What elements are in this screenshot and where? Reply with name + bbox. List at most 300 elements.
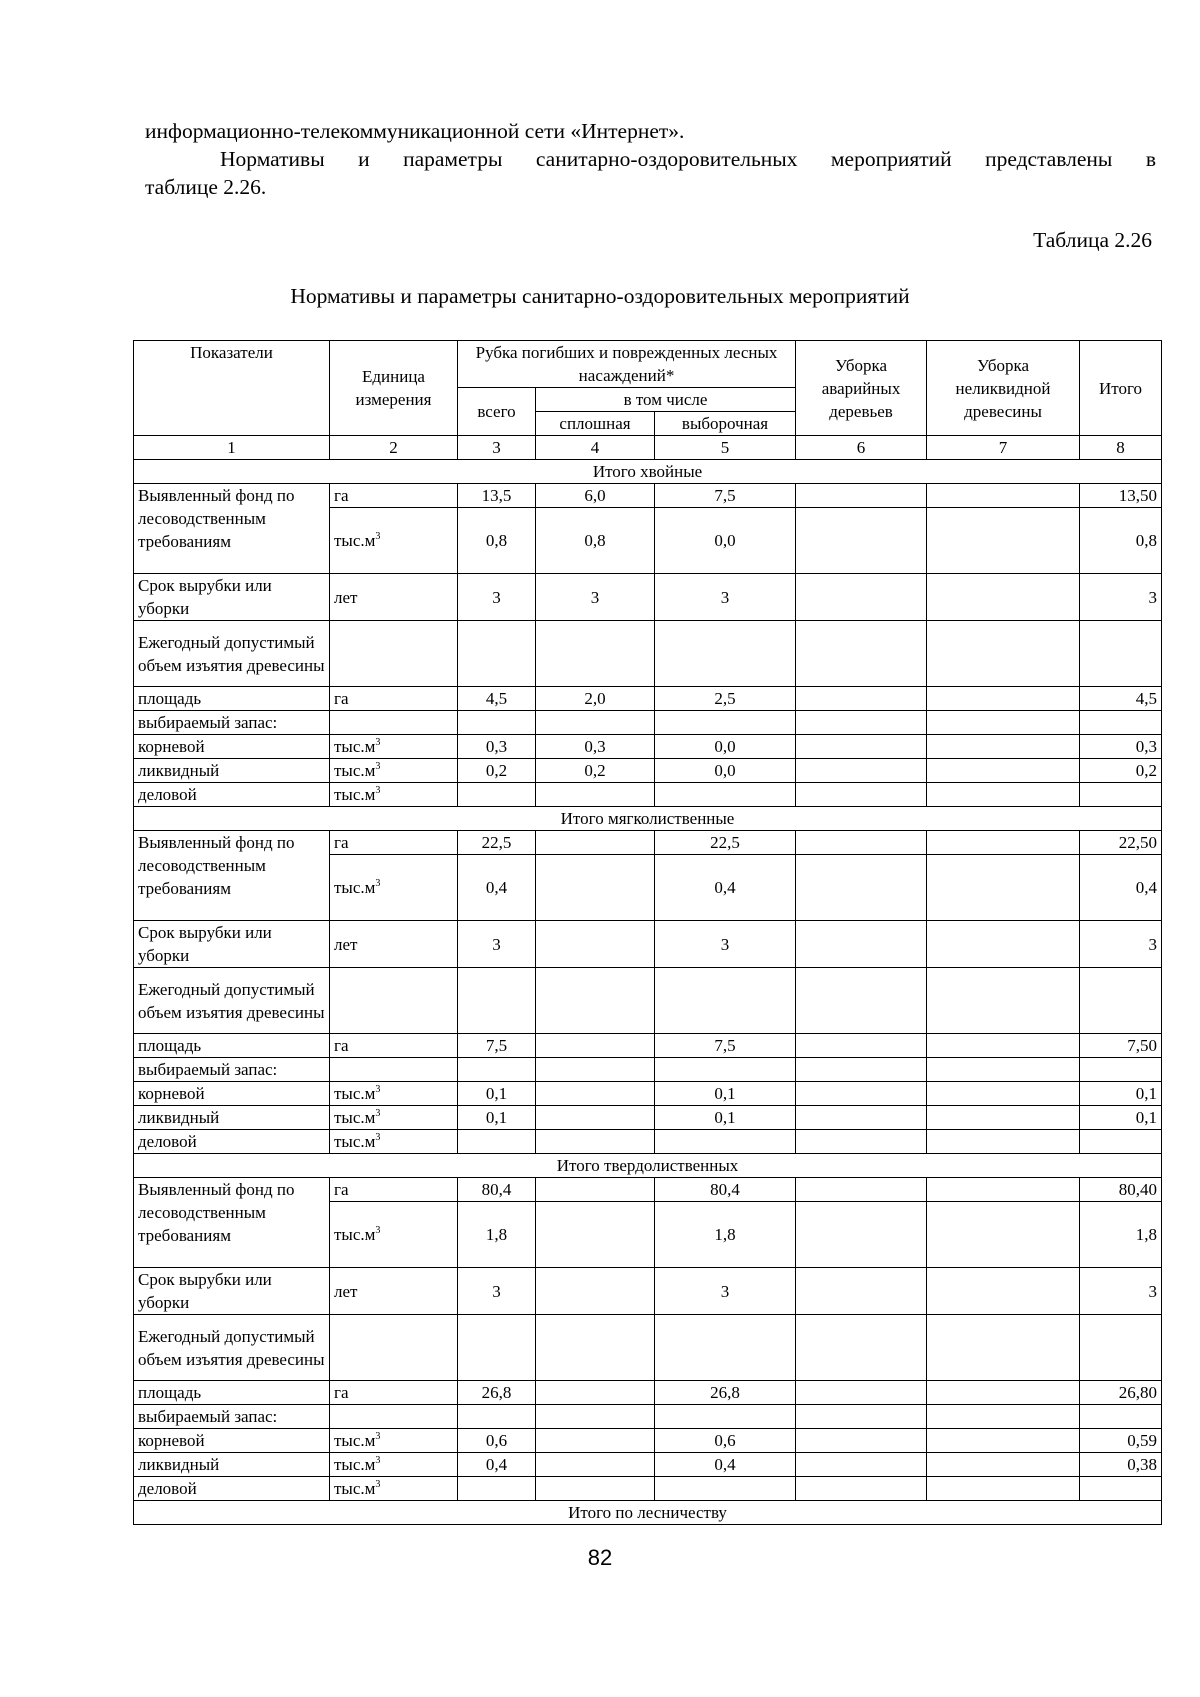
table-row [134, 687, 1162, 711]
value-clear-cut: 0,8 [536, 508, 655, 574]
row-label: ликвидный [134, 1453, 330, 1477]
header-including: в том числе [536, 388, 796, 412]
value-emergency [796, 735, 927, 759]
table-row [134, 831, 1162, 855]
unit-cell [330, 1178, 458, 1202]
value-illiquid [927, 1130, 1080, 1154]
value-illiquid [927, 1034, 1080, 1058]
value-selective-cut: 0,0 [655, 508, 796, 574]
table-number: Таблица 2.26 [1033, 228, 1152, 252]
table-row [134, 1130, 1162, 1154]
value-illiquid [927, 759, 1080, 783]
value-grand-total: 0,2 [1080, 759, 1162, 783]
value-clear-cut [536, 1268, 655, 1315]
value-grand-total: 4,5 [1080, 687, 1162, 711]
unit-cell [330, 1268, 458, 1315]
unit-text: тыс.м [334, 1455, 376, 1474]
unit-cell [330, 735, 458, 759]
value-emergency [796, 759, 927, 783]
unit-text: тыс.м [334, 1108, 376, 1127]
value-clear-cut [536, 1106, 655, 1130]
value-clear-cut [536, 1429, 655, 1453]
value-illiquid [927, 1058, 1080, 1082]
value-grand-total: 0,59 [1080, 1429, 1162, 1453]
header-selective-cut: выборочная [655, 412, 796, 436]
table-row [134, 1405, 1162, 1429]
value-clear-cut [536, 1178, 655, 1202]
value-total: 4,5 [458, 687, 536, 711]
value-total: 0,4 [458, 1453, 536, 1477]
value-total: 1,8 [458, 1202, 536, 1268]
value-selective-cut: 3 [655, 574, 796, 621]
value-illiquid [927, 783, 1080, 807]
row-label: Срок вырубки или уборки [134, 574, 330, 621]
paragraph-line: информационно-телекоммуникационной сети «Интернет». [145, 119, 685, 143]
value-emergency [796, 1202, 927, 1268]
value-illiquid [927, 735, 1080, 759]
table-row [134, 1381, 1162, 1405]
unit-cell [330, 921, 458, 968]
value-selective-cut [655, 1405, 796, 1429]
value-emergency [796, 1405, 927, 1429]
unit-cell [330, 831, 458, 855]
value-emergency [796, 783, 927, 807]
unit-text: тыс.м [334, 1479, 376, 1498]
header-indicators: Показатели [134, 341, 330, 436]
row-label: Выявленный фонд по лесоводственным требованиям [134, 831, 330, 921]
value-selective-cut [655, 968, 796, 1034]
unit-cell [330, 1034, 458, 1058]
value-illiquid [927, 711, 1080, 735]
unit-cell [330, 1405, 458, 1429]
row-label: выбираемый запас: [134, 711, 330, 735]
value-total: 0,1 [458, 1082, 536, 1106]
value-selective-cut [655, 783, 796, 807]
unit-cell [330, 1477, 458, 1501]
value-grand-total: 0,8 [1080, 508, 1162, 574]
row-label: площадь [134, 687, 330, 711]
header-total-all: всего [458, 388, 536, 436]
value-grand-total: 0,3 [1080, 735, 1162, 759]
value-grand-total: 13,50 [1080, 484, 1162, 508]
row-label: ликвидный [134, 759, 330, 783]
value-illiquid [927, 831, 1080, 855]
value-clear-cut: 6,0 [536, 484, 655, 508]
value-emergency [796, 1130, 927, 1154]
column-numbers-row [134, 436, 1162, 460]
unit-cell [330, 1453, 458, 1477]
header-total: Итого [1080, 341, 1162, 436]
value-selective-cut [655, 621, 796, 687]
value-grand-total: 3 [1080, 1268, 1162, 1315]
column-number: 5 [655, 436, 796, 460]
value-grand-total: 0,38 [1080, 1453, 1162, 1477]
unit-cell [330, 1058, 458, 1082]
value-emergency [796, 574, 927, 621]
value-illiquid [927, 1268, 1080, 1315]
header-felling: Рубка погибших и поврежденных лесных насаждений* [458, 341, 796, 388]
value-selective-cut: 0,4 [655, 855, 796, 921]
value-grand-total: 3 [1080, 574, 1162, 621]
value-clear-cut [536, 1405, 655, 1429]
value-selective-cut: 0,0 [655, 735, 796, 759]
column-number: 1 [134, 436, 330, 460]
value-illiquid [927, 687, 1080, 711]
value-clear-cut [536, 921, 655, 968]
unit-cell [330, 574, 458, 621]
column-number: 6 [796, 436, 927, 460]
row-label: Ежегодный допустимый объем изъятия древесины [134, 621, 330, 687]
unit-cell [330, 508, 458, 574]
unit-text: лет [334, 1281, 358, 1301]
value-total [458, 621, 536, 687]
value-selective-cut: 3 [655, 1268, 796, 1315]
value-emergency [796, 921, 927, 968]
unit-text: га [334, 833, 349, 852]
value-grand-total [1080, 1405, 1162, 1429]
table-row [134, 1477, 1162, 1501]
value-illiquid [927, 1202, 1080, 1268]
unit-text: га [334, 1036, 349, 1055]
value-emergency [796, 1268, 927, 1315]
value-grand-total: 80,40 [1080, 1178, 1162, 1202]
value-clear-cut [536, 711, 655, 735]
value-selective-cut [655, 711, 796, 735]
value-selective-cut [655, 1130, 796, 1154]
value-illiquid [927, 855, 1080, 921]
unit-superscript: 3 [375, 1225, 381, 1236]
value-total: 0,1 [458, 1106, 536, 1130]
unit-cell [330, 783, 458, 807]
norms-table [133, 340, 1162, 1525]
unit-cell [330, 1381, 458, 1405]
row-label: выбираемый запас: [134, 1058, 330, 1082]
value-illiquid [927, 574, 1080, 621]
value-clear-cut [536, 1034, 655, 1058]
page-number: 82 [587, 1545, 613, 1570]
row-label: деловой [134, 1477, 330, 1501]
value-total: 13,5 [458, 484, 536, 508]
value-total: 0,8 [458, 508, 536, 574]
value-clear-cut [536, 1381, 655, 1405]
table-row [134, 1178, 1162, 1202]
value-emergency [796, 687, 927, 711]
value-illiquid [927, 484, 1080, 508]
table-row [134, 1034, 1162, 1058]
value-grand-total [1080, 1058, 1162, 1082]
value-selective-cut [655, 1058, 796, 1082]
section-title: Итого хвойные [134, 460, 1162, 484]
value-selective-cut: 0,1 [655, 1082, 796, 1106]
value-emergency [796, 1381, 927, 1405]
table-row [134, 574, 1162, 621]
value-selective-cut [655, 1477, 796, 1501]
table-row [134, 1082, 1162, 1106]
unit-cell [330, 621, 458, 687]
value-total: 26,8 [458, 1381, 536, 1405]
value-grand-total: 7,50 [1080, 1034, 1162, 1058]
unit-superscript: 3 [375, 1132, 381, 1143]
row-label: Срок вырубки или уборки [134, 1268, 330, 1315]
value-emergency [796, 1429, 927, 1453]
value-total [458, 1405, 536, 1429]
unit-cell [330, 1082, 458, 1106]
header-illiquid-wood: Уборка неликвидной древесины [927, 341, 1080, 436]
unit-text: лет [334, 587, 358, 607]
unit-superscript: 3 [375, 1455, 381, 1466]
value-clear-cut: 3 [536, 574, 655, 621]
value-clear-cut [536, 1082, 655, 1106]
row-label: деловой [134, 783, 330, 807]
unit-cell [330, 1130, 458, 1154]
value-selective-cut: 0,4 [655, 1453, 796, 1477]
unit-text: тыс.м [334, 737, 376, 756]
value-selective-cut: 80,4 [655, 1178, 796, 1202]
unit-text: га [334, 1180, 349, 1199]
value-emergency [796, 1453, 927, 1477]
value-grand-total: 3 [1080, 921, 1162, 968]
value-clear-cut [536, 621, 655, 687]
value-clear-cut [536, 855, 655, 921]
value-total [458, 1130, 536, 1154]
section-title-row [134, 460, 1162, 484]
value-total: 0,3 [458, 735, 536, 759]
value-selective-cut: 2,5 [655, 687, 796, 711]
value-emergency [796, 621, 927, 687]
value-emergency [796, 1477, 927, 1501]
row-label: Выявленный фонд по лесоводственным требованиям [134, 484, 330, 574]
table-row [134, 1429, 1162, 1453]
unit-superscript: 3 [375, 1431, 381, 1442]
value-clear-cut [536, 1477, 655, 1501]
value-illiquid [927, 968, 1080, 1034]
value-illiquid [927, 1082, 1080, 1106]
value-total: 3 [458, 1268, 536, 1315]
value-total: 0,6 [458, 1429, 536, 1453]
unit-superscript: 3 [375, 737, 381, 748]
section-title: Итого твердолиственных [134, 1154, 1162, 1178]
header-emergency-trees: Уборка аварийных деревьев [796, 341, 927, 436]
value-emergency [796, 711, 927, 735]
value-selective-cut: 26,8 [655, 1381, 796, 1405]
row-label: Ежегодный допустимый объем изъятия древесины [134, 968, 330, 1034]
unit-cell [330, 1202, 458, 1268]
value-selective-cut: 22,5 [655, 831, 796, 855]
value-total: 22,5 [458, 831, 536, 855]
value-grand-total: 26,80 [1080, 1381, 1162, 1405]
value-grand-total: 0,1 [1080, 1106, 1162, 1130]
value-grand-total [1080, 968, 1162, 1034]
value-illiquid [927, 1381, 1080, 1405]
value-total: 3 [458, 574, 536, 621]
value-grand-total [1080, 711, 1162, 735]
table-row [134, 1315, 1162, 1381]
row-label: Ежегодный допустимый объем изъятия древесины [134, 1315, 330, 1381]
unit-cell [330, 711, 458, 735]
value-selective-cut: 0,1 [655, 1106, 796, 1130]
value-clear-cut [536, 831, 655, 855]
value-emergency [796, 831, 927, 855]
unit-cell [330, 855, 458, 921]
paragraph-line: Нормативы и параметры санитарно-оздоровительных мероприятий представлены в [220, 147, 1156, 171]
value-emergency [796, 508, 927, 574]
value-total: 3 [458, 921, 536, 968]
unit-text: лет [334, 934, 358, 954]
value-illiquid [927, 1315, 1080, 1381]
value-clear-cut [536, 1130, 655, 1154]
unit-text: тыс.м [334, 878, 376, 897]
value-selective-cut: 3 [655, 921, 796, 968]
value-selective-cut: 0,0 [655, 759, 796, 783]
unit-cell [330, 759, 458, 783]
value-clear-cut: 0,3 [536, 735, 655, 759]
value-total: 7,5 [458, 1034, 536, 1058]
value-emergency [796, 1106, 927, 1130]
value-illiquid [927, 1106, 1080, 1130]
value-total: 0,4 [458, 855, 536, 921]
value-illiquid [927, 621, 1080, 687]
unit-superscript: 3 [375, 878, 381, 889]
unit-text: га [334, 689, 349, 708]
unit-text: тыс.м [334, 531, 376, 550]
value-clear-cut [536, 1315, 655, 1381]
unit-text: тыс.м [334, 1225, 376, 1244]
table-row [134, 968, 1162, 1034]
column-number: 3 [458, 436, 536, 460]
table-row [134, 1106, 1162, 1130]
section-title-row [134, 1501, 1162, 1525]
row-label: корневой [134, 735, 330, 759]
value-clear-cut: 2,0 [536, 687, 655, 711]
value-total: 0,2 [458, 759, 536, 783]
value-illiquid [927, 1477, 1080, 1501]
unit-text: тыс.м [334, 1084, 376, 1103]
value-grand-total: 0,4 [1080, 855, 1162, 921]
value-selective-cut: 7,5 [655, 1034, 796, 1058]
unit-text: га [334, 486, 349, 505]
unit-superscript: 3 [375, 761, 381, 772]
value-illiquid [927, 1405, 1080, 1429]
value-illiquid [927, 1178, 1080, 1202]
row-label: корневой [134, 1429, 330, 1453]
row-label: деловой [134, 1130, 330, 1154]
value-emergency [796, 855, 927, 921]
column-number: 7 [927, 436, 1080, 460]
unit-text: тыс.м [334, 761, 376, 780]
value-grand-total [1080, 1477, 1162, 1501]
value-total [458, 783, 536, 807]
table-row [134, 621, 1162, 687]
value-grand-total: 22,50 [1080, 831, 1162, 855]
unit-text: га [334, 1383, 349, 1402]
value-clear-cut [536, 968, 655, 1034]
table-row [134, 783, 1162, 807]
value-emergency [796, 1034, 927, 1058]
value-clear-cut [536, 783, 655, 807]
row-label: корневой [134, 1082, 330, 1106]
value-grand-total [1080, 621, 1162, 687]
unit-text: тыс.м [334, 1132, 376, 1151]
value-grand-total [1080, 783, 1162, 807]
value-emergency [796, 1315, 927, 1381]
unit-cell [330, 1315, 458, 1381]
table-row [134, 484, 1162, 508]
section-title-row [134, 807, 1162, 831]
value-grand-total: 1,8 [1080, 1202, 1162, 1268]
row-label: выбираемый запас: [134, 1405, 330, 1429]
row-label: Срок вырубки или уборки [134, 921, 330, 968]
unit-superscript: 3 [375, 1479, 381, 1490]
value-illiquid [927, 921, 1080, 968]
header-clear-cut: сплошная [536, 412, 655, 436]
unit-superscript: 3 [375, 531, 381, 542]
value-selective-cut: 0,6 [655, 1429, 796, 1453]
value-emergency [796, 1058, 927, 1082]
value-grand-total: 0,1 [1080, 1082, 1162, 1106]
value-grand-total [1080, 1130, 1162, 1154]
unit-cell [330, 1429, 458, 1453]
unit-cell [330, 484, 458, 508]
section-title: Итого мягколиственные [134, 807, 1162, 831]
unit-cell [330, 687, 458, 711]
value-clear-cut: 0,2 [536, 759, 655, 783]
value-clear-cut [536, 1453, 655, 1477]
value-illiquid [927, 508, 1080, 574]
unit-text: тыс.м [334, 1431, 376, 1450]
table-row [134, 735, 1162, 759]
table-row [134, 1268, 1162, 1315]
value-total [458, 1315, 536, 1381]
value-emergency [796, 484, 927, 508]
value-selective-cut: 7,5 [655, 484, 796, 508]
table-row [134, 921, 1162, 968]
row-label: Выявленный фонд по лесоводственным требованиям [134, 1178, 330, 1268]
table-row [134, 1453, 1162, 1477]
value-emergency [796, 968, 927, 1034]
column-number: 4 [536, 436, 655, 460]
row-label: площадь [134, 1034, 330, 1058]
value-clear-cut [536, 1058, 655, 1082]
value-selective-cut [655, 1315, 796, 1381]
section-title: Итого по лесничеству [134, 1501, 1162, 1525]
unit-superscript: 3 [375, 1108, 381, 1119]
table-row [134, 759, 1162, 783]
table-row [134, 1058, 1162, 1082]
section-title-row [134, 1154, 1162, 1178]
value-total [458, 968, 536, 1034]
table-title: Нормативы и параметры санитарно-оздоровительных мероприятий [290, 284, 910, 308]
value-grand-total [1080, 1315, 1162, 1381]
value-emergency [796, 1178, 927, 1202]
value-total [458, 1058, 536, 1082]
unit-cell [330, 968, 458, 1034]
value-clear-cut [536, 1202, 655, 1268]
column-number: 8 [1080, 436, 1162, 460]
value-total [458, 711, 536, 735]
unit-superscript: 3 [375, 1084, 381, 1095]
value-illiquid [927, 1453, 1080, 1477]
value-total: 80,4 [458, 1178, 536, 1202]
table-row [134, 711, 1162, 735]
column-number: 2 [330, 436, 458, 460]
value-selective-cut: 1,8 [655, 1202, 796, 1268]
value-emergency [796, 1082, 927, 1106]
unit-superscript: 3 [375, 785, 381, 796]
row-label: площадь [134, 1381, 330, 1405]
value-total [458, 1477, 536, 1501]
value-illiquid [927, 1429, 1080, 1453]
row-label: ликвидный [134, 1106, 330, 1130]
